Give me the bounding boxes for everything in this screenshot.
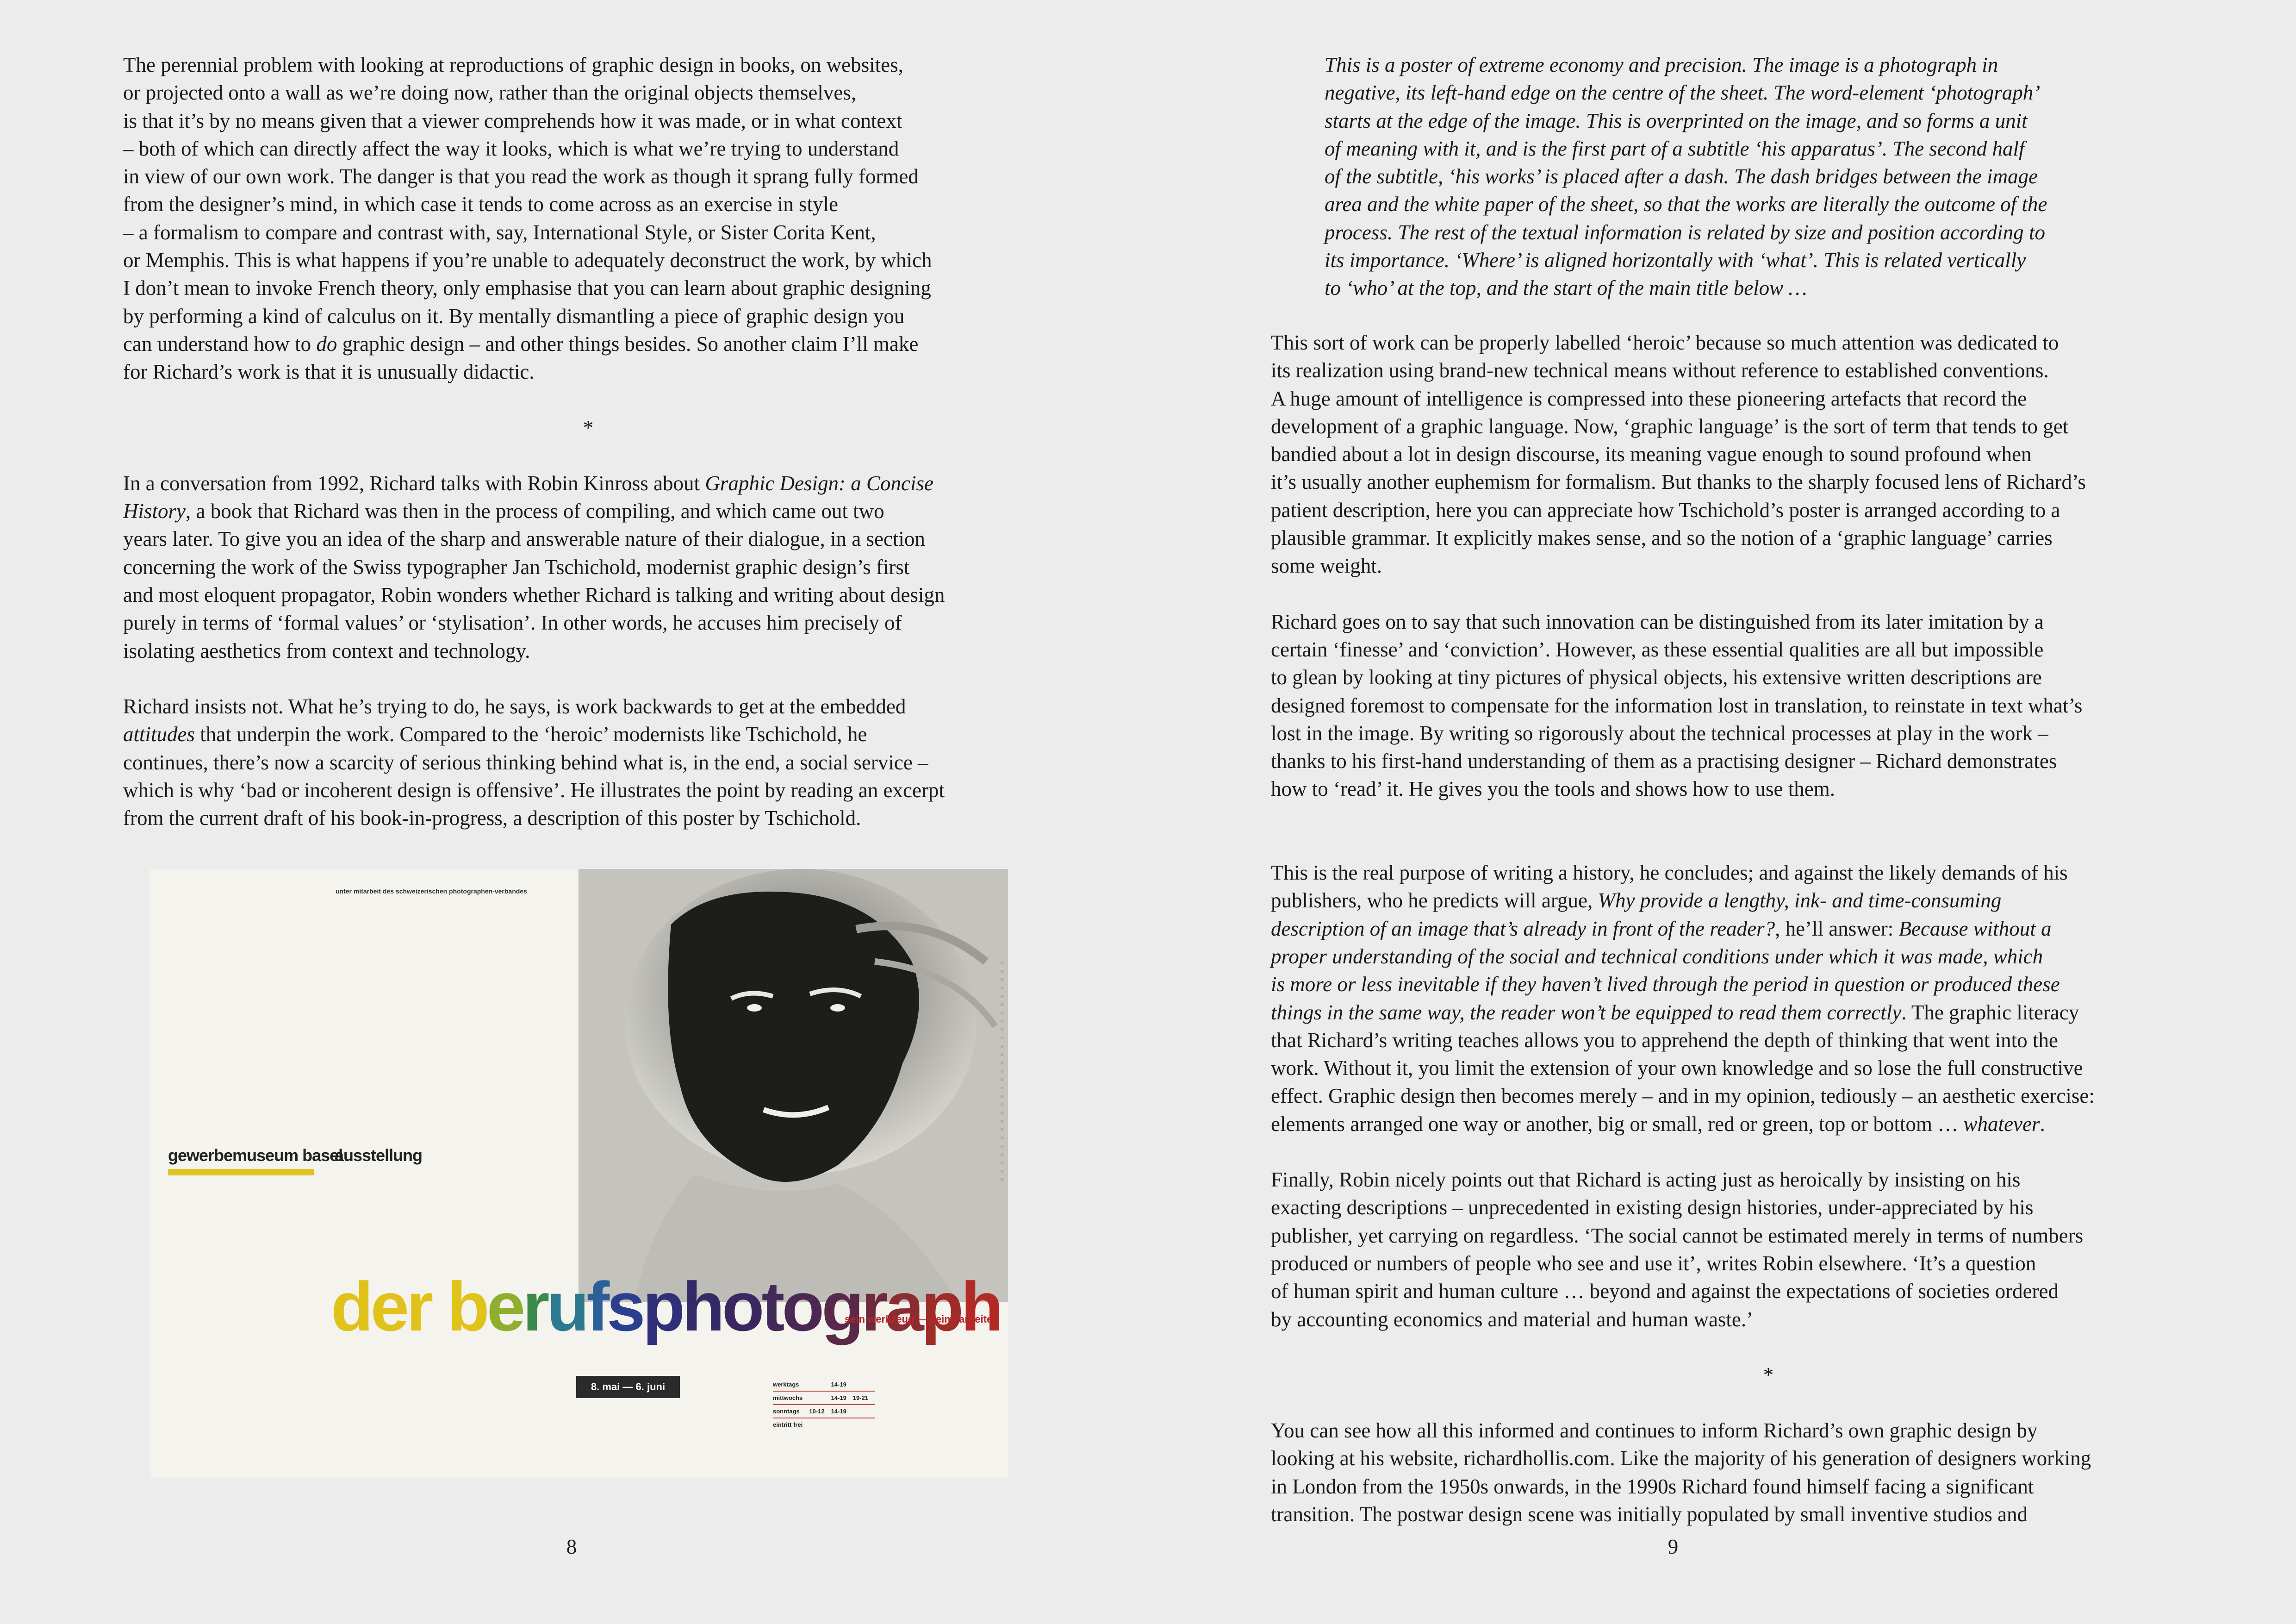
paragraph-5: Richard goes on to say that such innovation can be distinguished from its later imitation by a certain ‘finesse’ and ‘conviction’. However, as these essential qualities are all but impossible to glean by looking at tiny pictures of physical objects, his extensive written descriptions are designed foremost to compensate for the information lost in translation, to reinstate in text what’s lost in the image. By writing so rigorously about the technical processes at play in the work – thanks to his first-hand understanding of them as a practising designer – Richard demonstrates how to ‘read’ it. He gives you the tools and shows how to use them. [1271, 610, 2083, 801]
poster-title-letter: u [547, 1268, 587, 1345]
poster-title-letter: t [761, 1268, 782, 1345]
paragraph-1: The perennial problem with looking at reproductions of graphic design in books, on websites, or projected onto a wall as we’re doing now, rather than the original objects themselves, is that it’s by no means given that a viewer comprehends how it was made, or in what context – both of which can directly affect the way it looks, which is what we’re trying to understand in view of our own work. The danger is that you read the work as though it sprang fully formed from the designer’s mind, in which case it tends to come across as an exercise in style – a formalism to compare and contrast with, say, International Style, or Sister Corita Kent, or Memphis. This is what happens if you’re unable to adequately deconstruct the work, by which I don’t mean to invoke French theory, only emphasise that you can learn about graphic designing by performing a kind of calculus on it. By mentally dismantling a piece of graphic design you can understand how to do graphic design – and other things besides. So another claim I’ll make for Richard’s work is that it is unusually didactic. [123, 53, 932, 384]
hours-row [773, 1405, 875, 1418]
hours-cell: mittwochs [773, 1391, 809, 1405]
poster-side-print [1001, 962, 1003, 1184]
poster-title-letter: e [486, 1268, 523, 1345]
hours-cell [809, 1378, 831, 1391]
portrait-negative-graphic [579, 869, 1008, 1302]
poster-title-letter: f [586, 1268, 607, 1345]
hours-cell: werktags [773, 1378, 809, 1391]
para6-italic-question: Why provide a lengthy, ink- and time-consuming description of an image that’s already in front of the reader? [1271, 889, 2002, 940]
paragraph-8: You can see how all this informed and continues to inform Richard’s own graphic design by looking at his website, richardhollis.com. Like the majority of his generation of designers working in London from the 1950s onwards, in the 1990s Richard found himself facing a significant transition. The postwar design scene was initially populated by small inventive studios and [1271, 1419, 2091, 1526]
hours-cell: 10-12 [809, 1405, 831, 1418]
hours-cell [809, 1418, 831, 1431]
para6-text-c: , he’ll answer: [1775, 917, 1899, 940]
poster-ausstellung: ausstellung [335, 1146, 423, 1165]
hours-cell [831, 1418, 853, 1431]
poster-hours-table [773, 1378, 875, 1431]
para6-text-e: . The graphic literacy that Richard’s writing teaches allows you to apprehend the depth of thinking that went into the work. Without it, you limit the extension of your own knowledge and so lose the full constructive effect. Graphic design then becomes merely – and in my opinion, tediously – an aesthetic exercise: elements arranged one way or another, big or small, red or green, top or bottom … [1271, 1000, 2095, 1136]
poster-title-letter: g [821, 1268, 861, 1345]
paragraph-6 [1271, 831, 2266, 1138]
hours-cell [853, 1405, 875, 1418]
negative-portrait-photo [579, 869, 1008, 1302]
left-text-column [123, 51, 1053, 832]
paragraph-2: In a conversation from 1992, Richard talks with Robin Kinross about Graphic Design: a Concise History, a book that Richard was then in the process of compiling, and which came out two years later. To give you an idea of the sharp and answerable nature of their dialogue, in a section concerning the work of the Swiss typographer Jan Tschichold, modernist graphic design’s first and most eloquent propagator, Robin wonders whether Richard is talking and writing about design purely in terms of ‘formal values’ or ‘stylisation’. In other words, he accuses him precisely of isolating aesthetics from context and technology. [123, 471, 945, 662]
poster-image [150, 869, 1008, 1478]
page-number-right: 9 [1668, 1535, 1679, 1558]
para6-text-g: . [2040, 1112, 2045, 1136]
right-page [1148, 0, 2296, 1624]
poster-title-letter: a [885, 1268, 921, 1345]
poster-title-letter: h [682, 1268, 722, 1345]
poster-title-letter: o [722, 1268, 762, 1345]
tschichold-quote: This is a poster of extreme economy and precision. The image is a photograph in negative, its left-hand edge on the centre of the sheet. The word-element ‘photograph’ starts at the edge of the image. This is overprinted on the image, and so forms a unit of meaning with it, and is the first part of a subtitle ‘his apparatus’. The second half of the subtitle, ‘his works’ is placed after a dash. The dash bridges between the image area and the white paper of the sheet, so that the works are literally the outcome of the process. The rest of the textual information is related by size and position according to its importance. ‘Where’ is aligned horizontally with ‘what’. This is related vertically to ‘who’ at the top, and the start of the main title below … [1325, 53, 2047, 300]
para6-italic-whatever: whatever [1963, 1112, 2040, 1136]
poster-title-letter: r [523, 1268, 547, 1345]
hours-cell: 14-19 [831, 1405, 853, 1418]
paragraph-3: Richard insists not. What he’s trying to do, he says, is work backwards to get at the embedded attitudes that underpin the work. Compared to the ‘heroic’ modernists like Tschichold, he continues, there’s now a scarcity of serious thinking behind what is, in the end, a social service – which is why ‘bad or incoherent design is offensive’. He illustrates the point by reading an excerpt from the current draft of his book-in-progress, a description of this poster by Tschichold. [123, 694, 945, 830]
poster-title-letter: p [642, 1268, 683, 1345]
poster-title-letter: h [961, 1268, 1001, 1345]
poster-museum-underline [168, 1169, 314, 1175]
poster-subtitle: sein werkzeug — seine arbeiten [845, 1313, 999, 1325]
hours-cell: eintritt frei [773, 1421, 803, 1428]
poster-title-letter: o [782, 1268, 822, 1345]
hours-cell: sonntags [773, 1405, 809, 1418]
right-text-column [1271, 329, 2266, 1528]
block-quote [1325, 51, 2158, 302]
poster-title-letter: r [861, 1268, 886, 1345]
poster-museum: gewerbemuseum basel [168, 1146, 343, 1165]
para6-text-a: This is the real purpose of writing a history, he concludes; and against the likely demands of his publishers, who he predicts will argue, [1271, 861, 2068, 912]
poster-title-letter: p [921, 1268, 961, 1345]
hours-row [773, 1391, 875, 1405]
hours-cell [809, 1391, 831, 1405]
poster-header-note: unter mitarbeit des schweizerischen photographen-verbandes [336, 887, 527, 895]
poster-title-letter: b [447, 1268, 487, 1345]
poster-title-letter: s [607, 1268, 643, 1345]
hours-cell [853, 1418, 875, 1431]
hours-cell [853, 1378, 875, 1391]
section-break-right: * [1763, 1363, 1774, 1387]
hours-cell: 14-19 [831, 1391, 853, 1405]
paragraph-4: This sort of work can be properly labelled ‘heroic’ because so much attention was dedicated to its realization using brand-new technical means without reference to established conventions. A huge amount of intelligence is compressed into these pioneering artefacts that record the development of a graphic language. Now, ‘graphic language’ is the sort of term that tends to get bandied about a lot in design discourse, its meaning vague enough to sound profound when it’s usually another euphemism for formalism. But thanks to the sharply focused lens of Richard’s patient description, here you can appreciate how Tschichold’s poster is arranged according to a plausible grammar. It explicitly makes sense, and so the notion of a ‘graphic language’ carries some weight. [1271, 331, 2086, 578]
para6-italic-answer: Because without a proper understanding of the social and technical conditions under which it was made, which is more or less inevitable if they haven’t lived through the period in question or produced these things in the same way, the reader won’t be equipped to read them correctly [1271, 917, 2060, 1024]
hours-row [773, 1378, 875, 1391]
poster-title [331, 1268, 1001, 1345]
paragraph-7: Finally, Robin nicely points out that Richard is acting just as heroically by insisting on his exacting descriptions – unprecedented in existing design histories, under-appreciated by his publisher, yet carrying on regardless. ‘The social cannot be estimated merely in terms of numbers produced or numbers of people who see and use it’, writes Robin elsewhere. ‘It’s a question of human spirit and human culture … beyond and against the expectations of societies ordered by accounting economics and material and human waste.’ [1271, 1168, 2084, 1331]
hours-cell: 14-19 [831, 1378, 853, 1391]
hours-row [773, 1418, 875, 1431]
section-break: * [583, 416, 594, 439]
poster-dates: 8. mai — 6. juni [576, 1376, 680, 1398]
hours-cell: 19-21 [853, 1391, 875, 1405]
poster-title-letter: der [331, 1268, 448, 1345]
page-number-left: 8 [566, 1535, 577, 1558]
